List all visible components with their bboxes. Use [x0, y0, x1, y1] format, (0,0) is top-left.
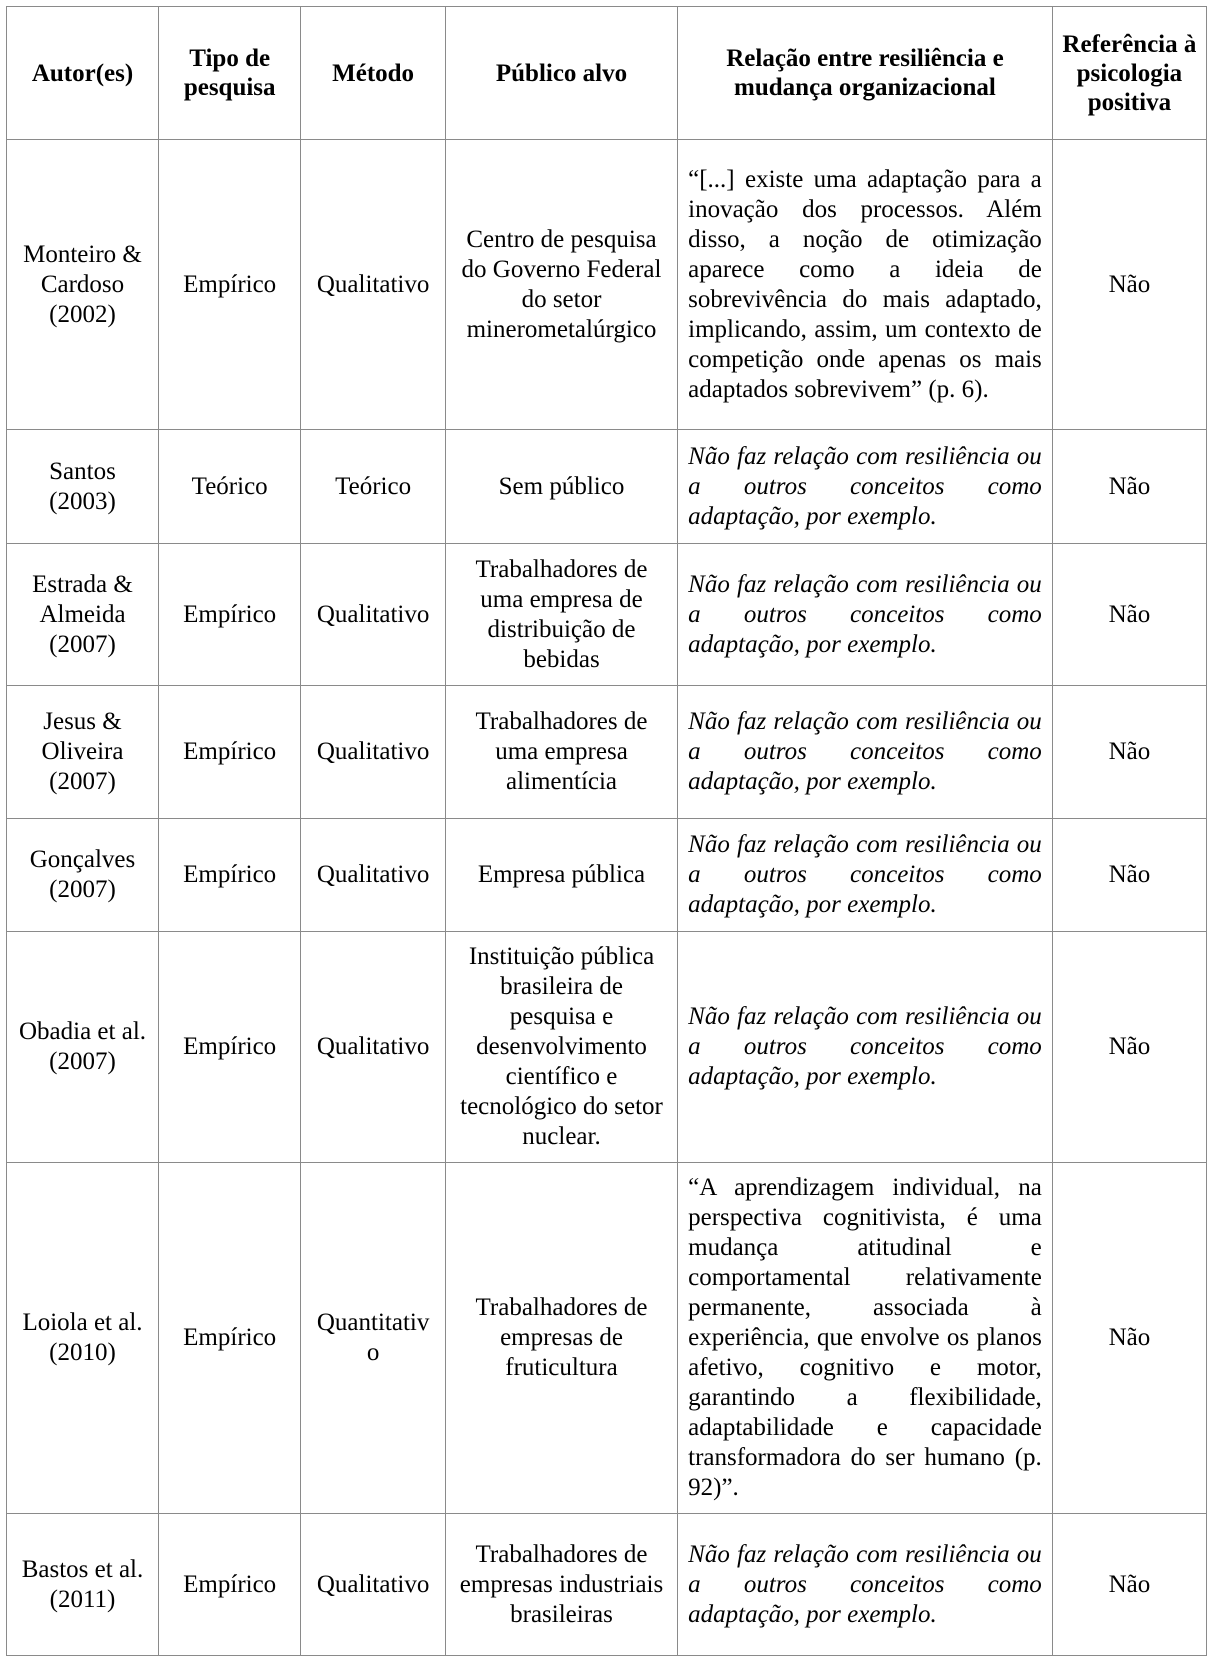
- header-relacao: Relação entre resiliência e mudança organizacional: [678, 7, 1053, 140]
- cell-autores: Gonçalves (2007): [7, 819, 159, 932]
- cell-referencia: Não: [1052, 686, 1206, 819]
- cell-metodo: Qualitativo: [301, 140, 446, 430]
- cell-autores: Santos (2003): [7, 430, 159, 544]
- cell-relacao: Não faz relação com resiliência ou a outros conceitos como adaptação, por exemplo.: [678, 430, 1053, 544]
- cell-relacao: Não faz relação com resiliência ou a outros conceitos como adaptação, por exemplo.: [678, 819, 1053, 932]
- cell-referencia: Não: [1052, 544, 1206, 686]
- cell-tipo: Empírico: [159, 140, 301, 430]
- header-tipo: Tipo de pesquisa: [159, 7, 301, 140]
- cell-tipo: Empírico: [159, 819, 301, 932]
- cell-metodo: Qualitativo: [301, 932, 446, 1163]
- cell-tipo: Empírico: [159, 544, 301, 686]
- cell-publico: Empresa pública: [445, 819, 677, 932]
- table-row: [7, 819, 1207, 932]
- cell-referencia: Não: [1052, 140, 1206, 430]
- cell-referencia: Não: [1052, 932, 1206, 1163]
- header-metodo: Método: [301, 7, 446, 140]
- cell-autores: Obadia et al. (2007): [7, 932, 159, 1163]
- cell-publico: Trabalhadores de uma empresa alimentícia: [445, 686, 677, 819]
- table-row: [7, 1163, 1207, 1514]
- cell-metodo: Qualitativo: [301, 1514, 446, 1656]
- cell-metodo: Quantitativo: [301, 1163, 446, 1514]
- cell-publico: Instituição pública brasileira de pesquisa e desenvolvimento científico e tecnológico do setor nuclear.: [445, 932, 677, 1163]
- cell-tipo: Empírico: [159, 932, 301, 1163]
- cell-autores: Bastos et al. (2011): [7, 1514, 159, 1656]
- cell-referencia: Não: [1052, 1163, 1206, 1514]
- cell-tipo: Empírico: [159, 1163, 301, 1514]
- cell-metodo: Qualitativo: [301, 819, 446, 932]
- table-row: [7, 430, 1207, 544]
- cell-referencia: Não: [1052, 430, 1206, 544]
- cell-referencia: Não: [1052, 819, 1206, 932]
- table-row: [7, 686, 1207, 819]
- header-publico: Público alvo: [445, 7, 677, 140]
- cell-metodo: Qualitativo: [301, 544, 446, 686]
- table-row: [7, 544, 1207, 686]
- table-row: [7, 140, 1207, 430]
- cell-autores: Loiola et al. (2010): [7, 1163, 159, 1514]
- cell-relacao: “[...] existe uma adaptação para a inovação dos processos. Além disso, a noção de otimização aparece como a ideia de sobrevivência do mais adaptado, implicando, assim, um contexto de competição onde apenas os mais adaptados sobrevivem” (p. 6).: [678, 140, 1053, 430]
- cell-autores: Monteiro & Cardoso (2002): [7, 140, 159, 430]
- header-referencia: Referência à psicologia positiva: [1052, 7, 1206, 140]
- cell-publico: Sem público: [445, 430, 677, 544]
- cell-relacao: Não faz relação com resiliência ou a outros conceitos como adaptação, por exemplo.: [678, 686, 1053, 819]
- cell-metodo: Teórico: [301, 430, 446, 544]
- cell-metodo: Qualitativo: [301, 686, 446, 819]
- cell-autores: Estrada & Almeida (2007): [7, 544, 159, 686]
- cell-publico: Trabalhadores de empresas de fruticultura: [445, 1163, 677, 1514]
- review-table: [6, 6, 1207, 1656]
- cell-relacao: “A aprendizagem individual, na perspectiva cognitivista, é uma mudança atitudinal e comportamental relativamente permanente, associada à experiência, que envolve os planos afetivo, cognitivo e motor, garantindo a flexibilidade, adaptabilidade e capacidade transformadora do ser humano (p. 92)”.: [678, 1163, 1053, 1514]
- table-row: [7, 1514, 1207, 1656]
- cell-relacao: Não faz relação com resiliência ou a outros conceitos como adaptação, por exemplo.: [678, 932, 1053, 1163]
- cell-publico: Trabalhadores de uma empresa de distribuição de bebidas: [445, 544, 677, 686]
- header-row: [7, 7, 1207, 140]
- table-row: [7, 932, 1207, 1163]
- cell-relacao: Não faz relação com resiliência ou a outros conceitos como adaptação, por exemplo.: [678, 1514, 1053, 1656]
- cell-publico: Centro de pesquisa do Governo Federal do setor minerometalúrgico: [445, 140, 677, 430]
- cell-relacao: Não faz relação com resiliência ou a outros conceitos como adaptação, por exemplo.: [678, 544, 1053, 686]
- cell-publico: Trabalhadores de empresas industriais brasileiras: [445, 1514, 677, 1656]
- cell-tipo: Teórico: [159, 430, 301, 544]
- header-autores: Autor(es): [7, 7, 159, 140]
- cell-tipo: Empírico: [159, 1514, 301, 1656]
- cell-tipo: Empírico: [159, 686, 301, 819]
- cell-referencia: Não: [1052, 1514, 1206, 1656]
- cell-autores: Jesus & Oliveira (2007): [7, 686, 159, 819]
